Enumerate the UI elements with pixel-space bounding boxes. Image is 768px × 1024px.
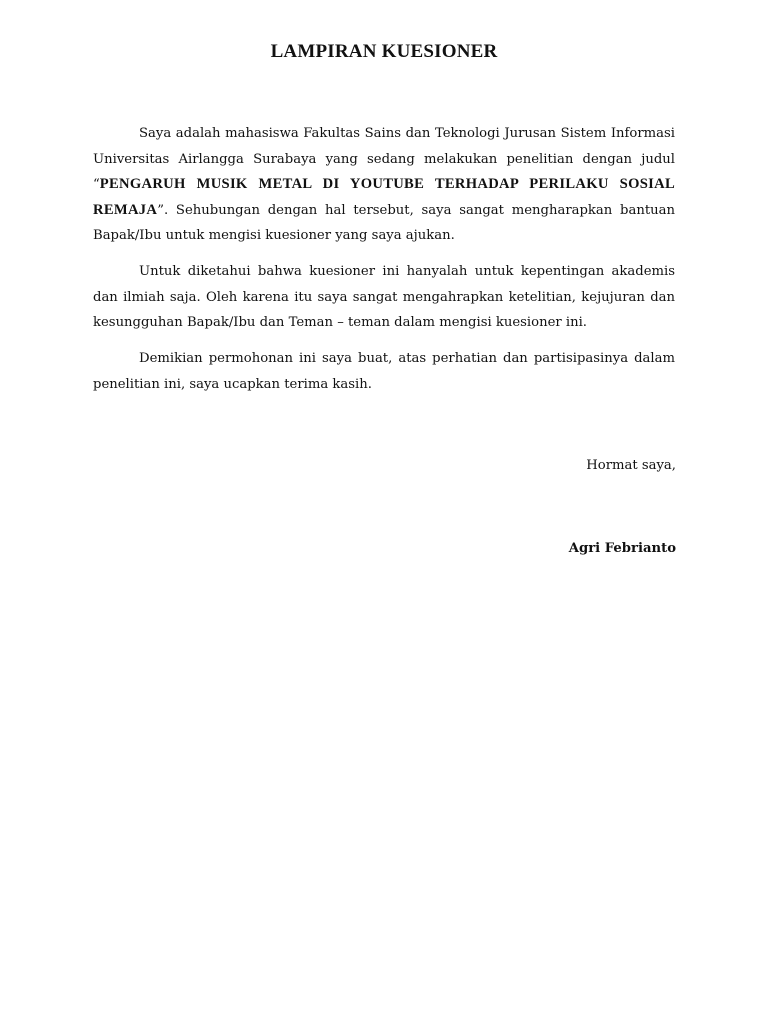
thanks-paragraph [93,346,675,397]
signatory-name: Agri Febrianto [568,541,676,556]
thanks-text: Demikian permohonan ini saya buat, atas perhatian dan partisipasinya dalam penelitian ini, saya ucapkan terima kasih. [93,351,675,392]
purpose-text: Untuk diketahui bahwa kuesioner ini hanyalah untuk kepentingan akademis dan ilmiah saja. Oleh karena itu saya sangat mengahrapkan ketelitian, kejujuran dan kesungguhan Bapak/Ibu dan Teman – teman dalam mengisi kuesioner ini. [93,264,675,330]
intro-text-start: Saya adalah mahasiswa Fakultas Sains dan Teknologi Jurusan Sistem Informasi Universitas Airlangga Surabaya yang sedang melakukan penelitian dengan judul “ [93,126,675,192]
closing-salutation: Hormat saya, [586,458,676,473]
intro-text-end: ”. Sehubungan dengan hal tersebut, saya sangat mengharapkan bantuan Bapak/Ibu untuk mengisi kuesioner yang saya ajukan. [93,202,675,243]
research-title: PENGARUH MUSIK METAL DI YOUTUBE TERHADAP PERILAKU SOSIAL REMAJA [93,176,675,218]
intro-paragraph [93,121,675,249]
purpose-paragraph [93,259,675,336]
document-title: LAMPIRAN KUESIONER [270,41,498,62]
